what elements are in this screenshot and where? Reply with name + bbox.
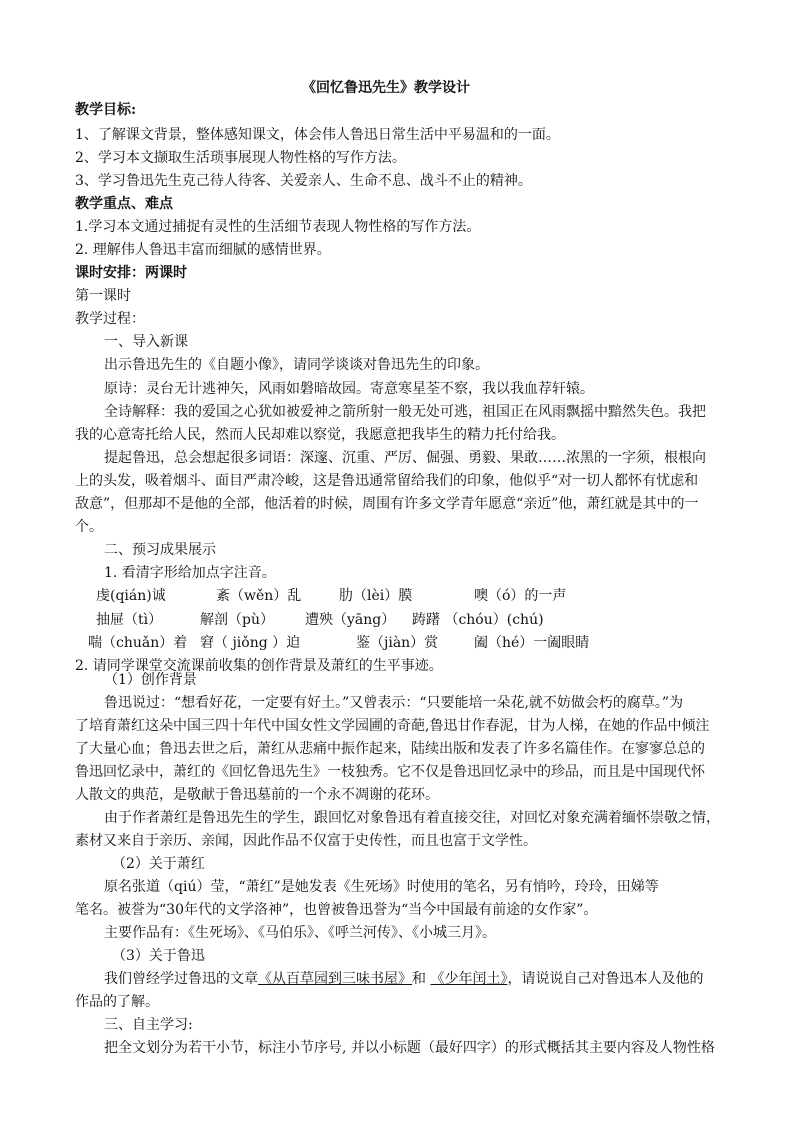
pinyin-cell: 鉴（jiàn）赏 <box>356 635 439 651</box>
paragraph-line: 鲁迅回忆录中，萧红的《回忆鲁迅先生》一枝独秀。它不仅是鲁迅回忆录中的珍品，而且是中国现代怀 <box>75 764 705 780</box>
article-link-runtu[interactable]: 《少年闰土》 <box>430 971 508 987</box>
pinyin-cell: 踌躇 （chóu）(chú) <box>412 612 544 628</box>
pinyin-cell: 遭殃（yāng） <box>305 612 396 628</box>
question-line: 1. 看清字形给加点字注音。 <box>104 565 276 581</box>
pinyin-cell: 解剖（pù） <box>200 612 274 628</box>
pinyin-cell: 窘（ jiǒng ）迫 <box>200 635 301 651</box>
paragraph-line: 上的头发，吸着烟斗、面目严肃冷峻，这是鲁迅通常留给我们的印象，他似乎“对一切人都怀有忧虑和 <box>75 473 699 489</box>
keypoint-item: 1.学习本文通过捕捉有灵性的生活细节表现人物性格的写作方法。 <box>75 219 481 235</box>
paragraph-line: 全诗解释：我的爱国之心犹如被爱神之箭所射一般无处可逃，祖国正在风雨飘摇中黯然失色。我把 <box>104 404 706 420</box>
section-title: 三、自主学习: <box>104 1017 193 1033</box>
paragraph-line: 作品的了解。 <box>75 994 159 1010</box>
paragraph-line: 了培育萧红这朵中国三四十年代中国女性文学园圃的奇葩,鲁迅甘作春泥，甘为人梯，在她的作品中倾注 <box>75 718 710 734</box>
subsection-title: （1）创作背景 <box>104 672 197 688</box>
pinyin-cell: 噢（ó）的一声 <box>474 588 567 604</box>
pinyin-cell: 虔(qián)诚 <box>96 588 166 604</box>
paragraph-line: 主要作品有：《生死场》、《马伯乐》、《呼兰河传》、《小城三月》。 <box>104 925 496 941</box>
pinyin-cell: 紊（wěn）乱 <box>216 588 302 604</box>
paragraph-line: 由于作者萧红是鲁迅先生的学生，跟回忆对象鲁迅有着直接交往，对回忆对象充满着缅怀崇敬之情， <box>104 810 720 826</box>
paragraph-line: 我的心意寄托给人民，然而人民却难以察觉，我愿意把我毕生的精力托付给我。 <box>75 427 565 443</box>
paragraph-line: 了大量心血；鲁迅去世之后，萧红从悲痛中振作起来，陆续出版和发表了许多名篇佳作。在寥寥总总的 <box>75 741 705 757</box>
text-span: 和 <box>412 971 431 987</box>
paragraph-line: 把全文划分为若干小节，标注小节序号, 并以小标题（最好四字）的形式概括其主要内容及人物性格 <box>104 1040 715 1056</box>
goal-item: 1、了解课文背景，整体感知课文，体会伟人鲁迅日常生活中平易温和的一面。 <box>75 127 560 143</box>
paragraph-line: 出示鲁迅先生的《自题小像》，请同学谈谈对鲁迅先生的印象。 <box>104 357 489 373</box>
subsection-title: （3）关于鲁迅 <box>112 948 205 964</box>
paragraph-line: 个。 <box>75 519 103 535</box>
paragraph-line: 人散文的典范，是敬献于鲁迅墓前的一个永不凋谢的花环。 <box>75 787 439 803</box>
text-span: 我们曾经学过鲁迅的文章 <box>104 971 258 987</box>
goal-item: 2、学习本文撷取生活琐事展现人物性格的写作方法。 <box>75 150 406 166</box>
goals-heading: 教学目标: <box>75 102 137 118</box>
section-title: 一、导入新课 <box>104 334 188 350</box>
question-line: 2. 请同学课堂交流课前收集的创作背景及萧红的生平事迹。 <box>75 658 443 674</box>
lesson-label: 第一课时 <box>75 288 131 304</box>
process-label: 教学过程： <box>75 311 145 327</box>
goal-item: 3、学习鲁迅先生克己待人待客、关爱亲人、生命不息、战斗不止的精神。 <box>75 173 532 189</box>
paragraph-line: 素材又来自于亲历、亲闻，因此作品不仅富于史传性，而且也富于文学性。 <box>75 833 537 849</box>
paragraph-line: 提起鲁迅，总会想起很多词语：深邃、沉重、严厉、倔强、勇毅、果敢……浓黑的一字须，根根向 <box>104 450 706 466</box>
paragraph-line: 原名张道（qiú）莹，“萧红”是她发表《生死场》时使用的笔名，另有悄吟，玲玲，田娣等 <box>104 879 659 895</box>
pinyin-cell: 肋（lèi）膜 <box>339 588 413 604</box>
article-link-baicaoyuan[interactable]: 《从百草园到三味书屋》 <box>258 971 412 987</box>
text-span: ，请说说自己对鲁迅本人及他的 <box>507 971 704 987</box>
document-title: 《回忆鲁迅先生》教学设计 <box>302 80 470 96</box>
paragraph-line <box>104 970 703 988</box>
paragraph-line: 敌意”，但那却不是他的全部，他活着的时候，周围有许多文学青年愿意“亲近”他，萧红就是其中的一 <box>75 496 699 512</box>
pinyin-cell: 阖（hé）一阖眼睛 <box>474 635 590 651</box>
poem-line: 原诗：灵台无计逃神矢，风雨如磐暗故园。寄意寒星荃不察，我以我血荐轩辕。 <box>104 381 594 397</box>
section-title: 二、预习成果展示 <box>104 542 216 558</box>
schedule: 课时安排：两课时 <box>75 265 187 281</box>
subsection-title: （2）关于萧红 <box>112 856 205 872</box>
pinyin-cell: 抽屉（tì） <box>96 612 163 628</box>
paragraph-line: 鲁迅说过：“想看好花，一定要有好土。”又曾表示：“只要能培一朵花,就不妨做会朽的腐草。”为 <box>104 695 684 711</box>
keypoints-heading: 教学重点、难点 <box>75 196 173 212</box>
keypoint-item: 2. 理解伟人鲁迅丰富而细腻的感情世界。 <box>75 242 331 258</box>
paragraph-line: 笔名。被誉为“30年代的文学洛神”，也曾被鲁迅誉为“当今中国最有前途的女作家”。 <box>75 902 598 918</box>
pinyin-cell: 喘（chuǎn）着 <box>88 635 188 651</box>
